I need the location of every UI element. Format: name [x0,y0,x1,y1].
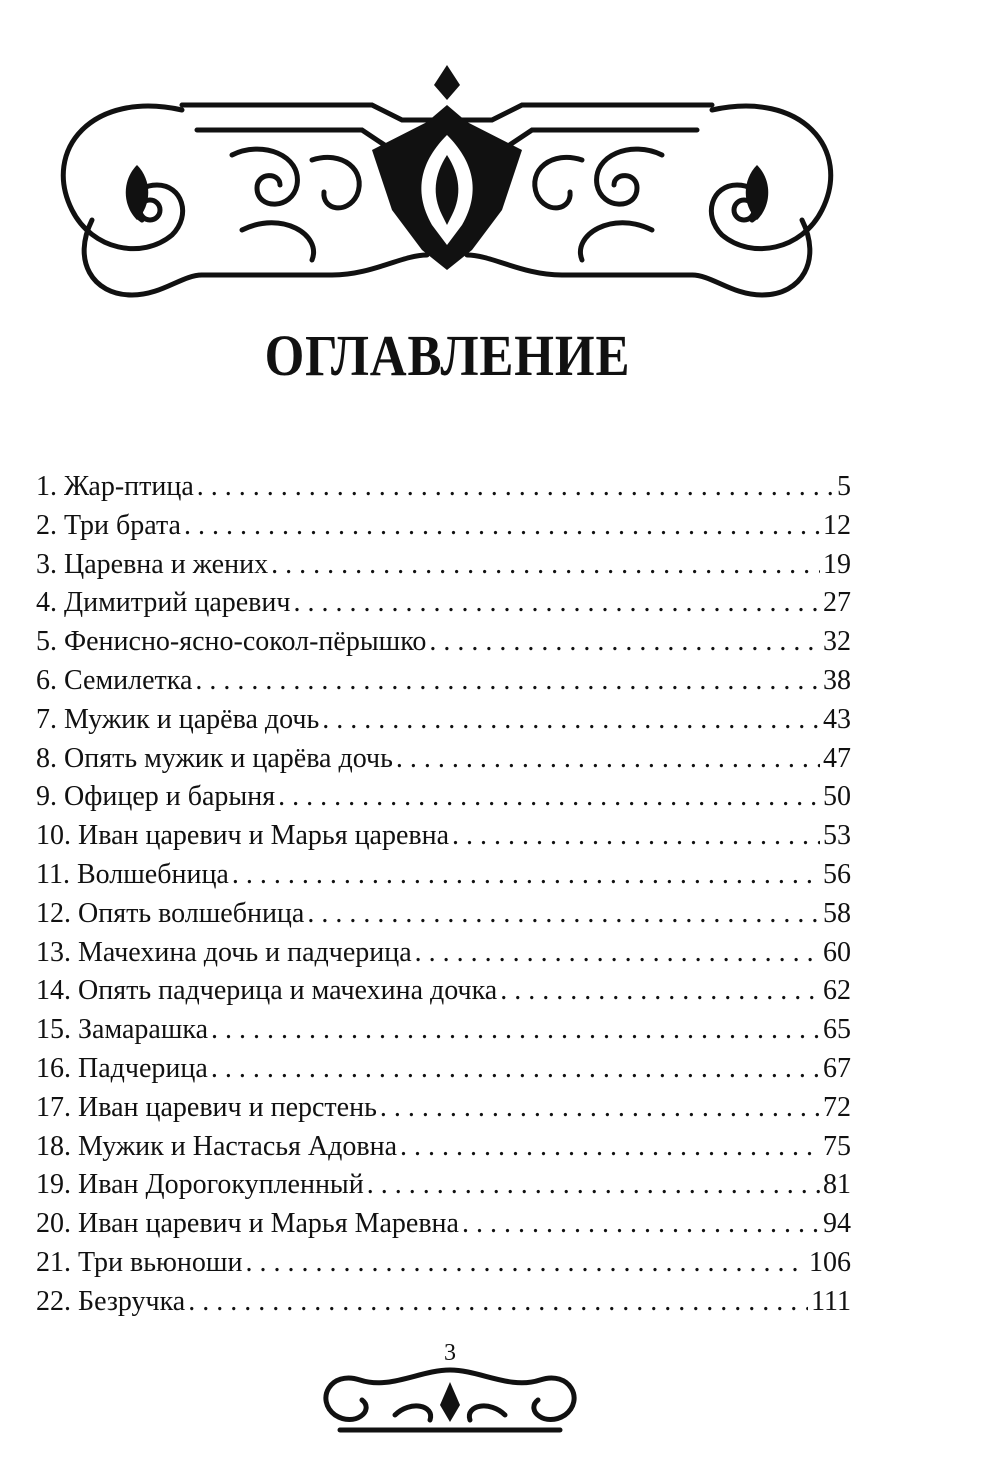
ornament-tailpiece-icon [300,1360,600,1440]
toc-entry [36,701,851,740]
toc-entry-title: 3. Царевна и жених [36,548,269,580]
toc-entry [36,817,851,856]
toc-entry-page: 50 [823,781,851,813]
toc-entry-page: 5 [837,471,851,502]
toc-entry-page: 32 [823,626,851,658]
toc-entry-page: 67 [823,1052,851,1084]
toc-entry-title: 14. Опять падчерица и мачехина дочка [36,975,498,1007]
toc-entry [36,1166,851,1205]
toc-entry-title: 5. Фенисно-ясно-сокол-пёрышко [36,626,427,658]
toc-entry-page: 94 [823,1208,851,1240]
toc-entry-page: 62 [823,975,851,1007]
toc-dot-leader [367,1166,820,1205]
toc-dot-leader [188,1283,808,1322]
toc-entry-page: 56 [823,858,851,890]
toc-dot-leader [500,972,820,1011]
toc-dot-leader [211,1050,820,1089]
toc-entry-page: 53 [823,820,851,852]
toc-entry-title: 17. Иван царевич и перстень [36,1091,377,1123]
toc-entry-title: 2. Три брата [36,509,181,541]
toc-entry-title: 12. Опять волшебница [36,897,305,929]
toc-entry [36,1283,851,1322]
toc-entry-page: 72 [823,1091,851,1123]
toc-entry-title: 22. Безручка [36,1285,186,1317]
table-of-contents [36,468,851,1322]
toc-dot-leader [184,507,820,546]
toc-dot-leader [232,856,820,895]
toc-dot-leader [429,623,820,662]
toc-entry-title: 15. Замарашка [36,1014,209,1046]
toc-entry-title: 1. Жар-птица [36,471,194,502]
toc-entry-title: 21. Три вьюноши [36,1246,243,1278]
toc-entry-page: 60 [823,936,851,968]
toc-entry-title: 8. Опять мужик и царёва дочь [36,742,393,774]
toc-entry [36,546,851,585]
toc-dot-leader [245,1244,806,1283]
toc-dot-leader [400,1128,820,1167]
toc-dot-leader [415,934,820,973]
toc-entry-title: 4. Димитрий царевич [36,587,291,619]
toc-dot-leader [452,817,820,856]
toc-entry-page: 19 [823,548,851,580]
toc-entry [36,584,851,623]
toc-entry-page: 12 [823,509,851,541]
toc-entry [36,1011,851,1050]
toc-entry-page: 111 [811,1285,851,1317]
toc-entry-page: 75 [823,1130,851,1162]
toc-entry [36,740,851,779]
toc-entry-page: 43 [823,703,851,735]
toc-entry-page: 106 [809,1246,851,1278]
toc-entry [36,856,851,895]
toc-dot-leader [396,740,820,779]
toc-entry [36,934,851,973]
ornament-headpiece-icon [32,60,862,305]
toc-entry-page: 58 [823,897,851,929]
toc-entry [36,662,851,701]
toc-entry [36,1050,851,1089]
toc-entry-title: 16. Падчерица [36,1052,208,1084]
toc-dot-leader [197,468,834,507]
toc-entry-title: 6. Семилетка [36,664,193,696]
toc-dot-leader [211,1011,820,1050]
toc-entry [36,468,851,507]
page-footer [300,1340,600,1445]
toc-entry [36,507,851,546]
toc-dot-leader [307,895,820,934]
toc-entry [36,1128,851,1167]
toc-dot-leader [462,1205,820,1244]
toc-dot-leader [380,1089,820,1128]
toc-dot-leader [271,546,820,585]
page-number: 3 [444,1340,456,1366]
toc-entry-title: 18. Мужик и Настасья Адовна [36,1130,398,1162]
toc-entry-title: 11. Волшебница [36,858,229,890]
toc-entry [36,895,851,934]
toc-entry-title: 13. Мачехина дочь и падчерица [36,936,412,968]
toc-entry [36,1244,851,1283]
toc-entry-title: 7. Мужик и царёва дочь [36,703,320,735]
toc-dot-leader [322,701,820,740]
toc-entry [36,1205,851,1244]
toc-entry-title: 10. Иван царевич и Марья царевна [36,820,450,852]
toc-entry-page: 47 [823,742,851,774]
toc-entry [36,1089,851,1128]
toc-entry-title: 20. Иван царевич и Марья Маревна [36,1208,459,1240]
toc-entry [36,623,851,662]
toc-entry-title: 9. Офицер и барыня [36,781,276,813]
toc-entry-title: 19. Иван Дорогокупленный [36,1169,364,1201]
toc-entry-page: 81 [823,1169,851,1201]
page-title: ОГЛАВЛЕНИЕ [264,323,631,388]
toc-dot-leader [278,778,820,817]
toc-entry [36,778,851,817]
toc-dot-leader [195,662,820,701]
toc-entry-page: 65 [823,1014,851,1046]
toc-entry [36,972,851,1011]
toc-entry-page: 38 [823,664,851,696]
toc-dot-leader [293,584,820,623]
toc-entry-page: 27 [823,587,851,619]
